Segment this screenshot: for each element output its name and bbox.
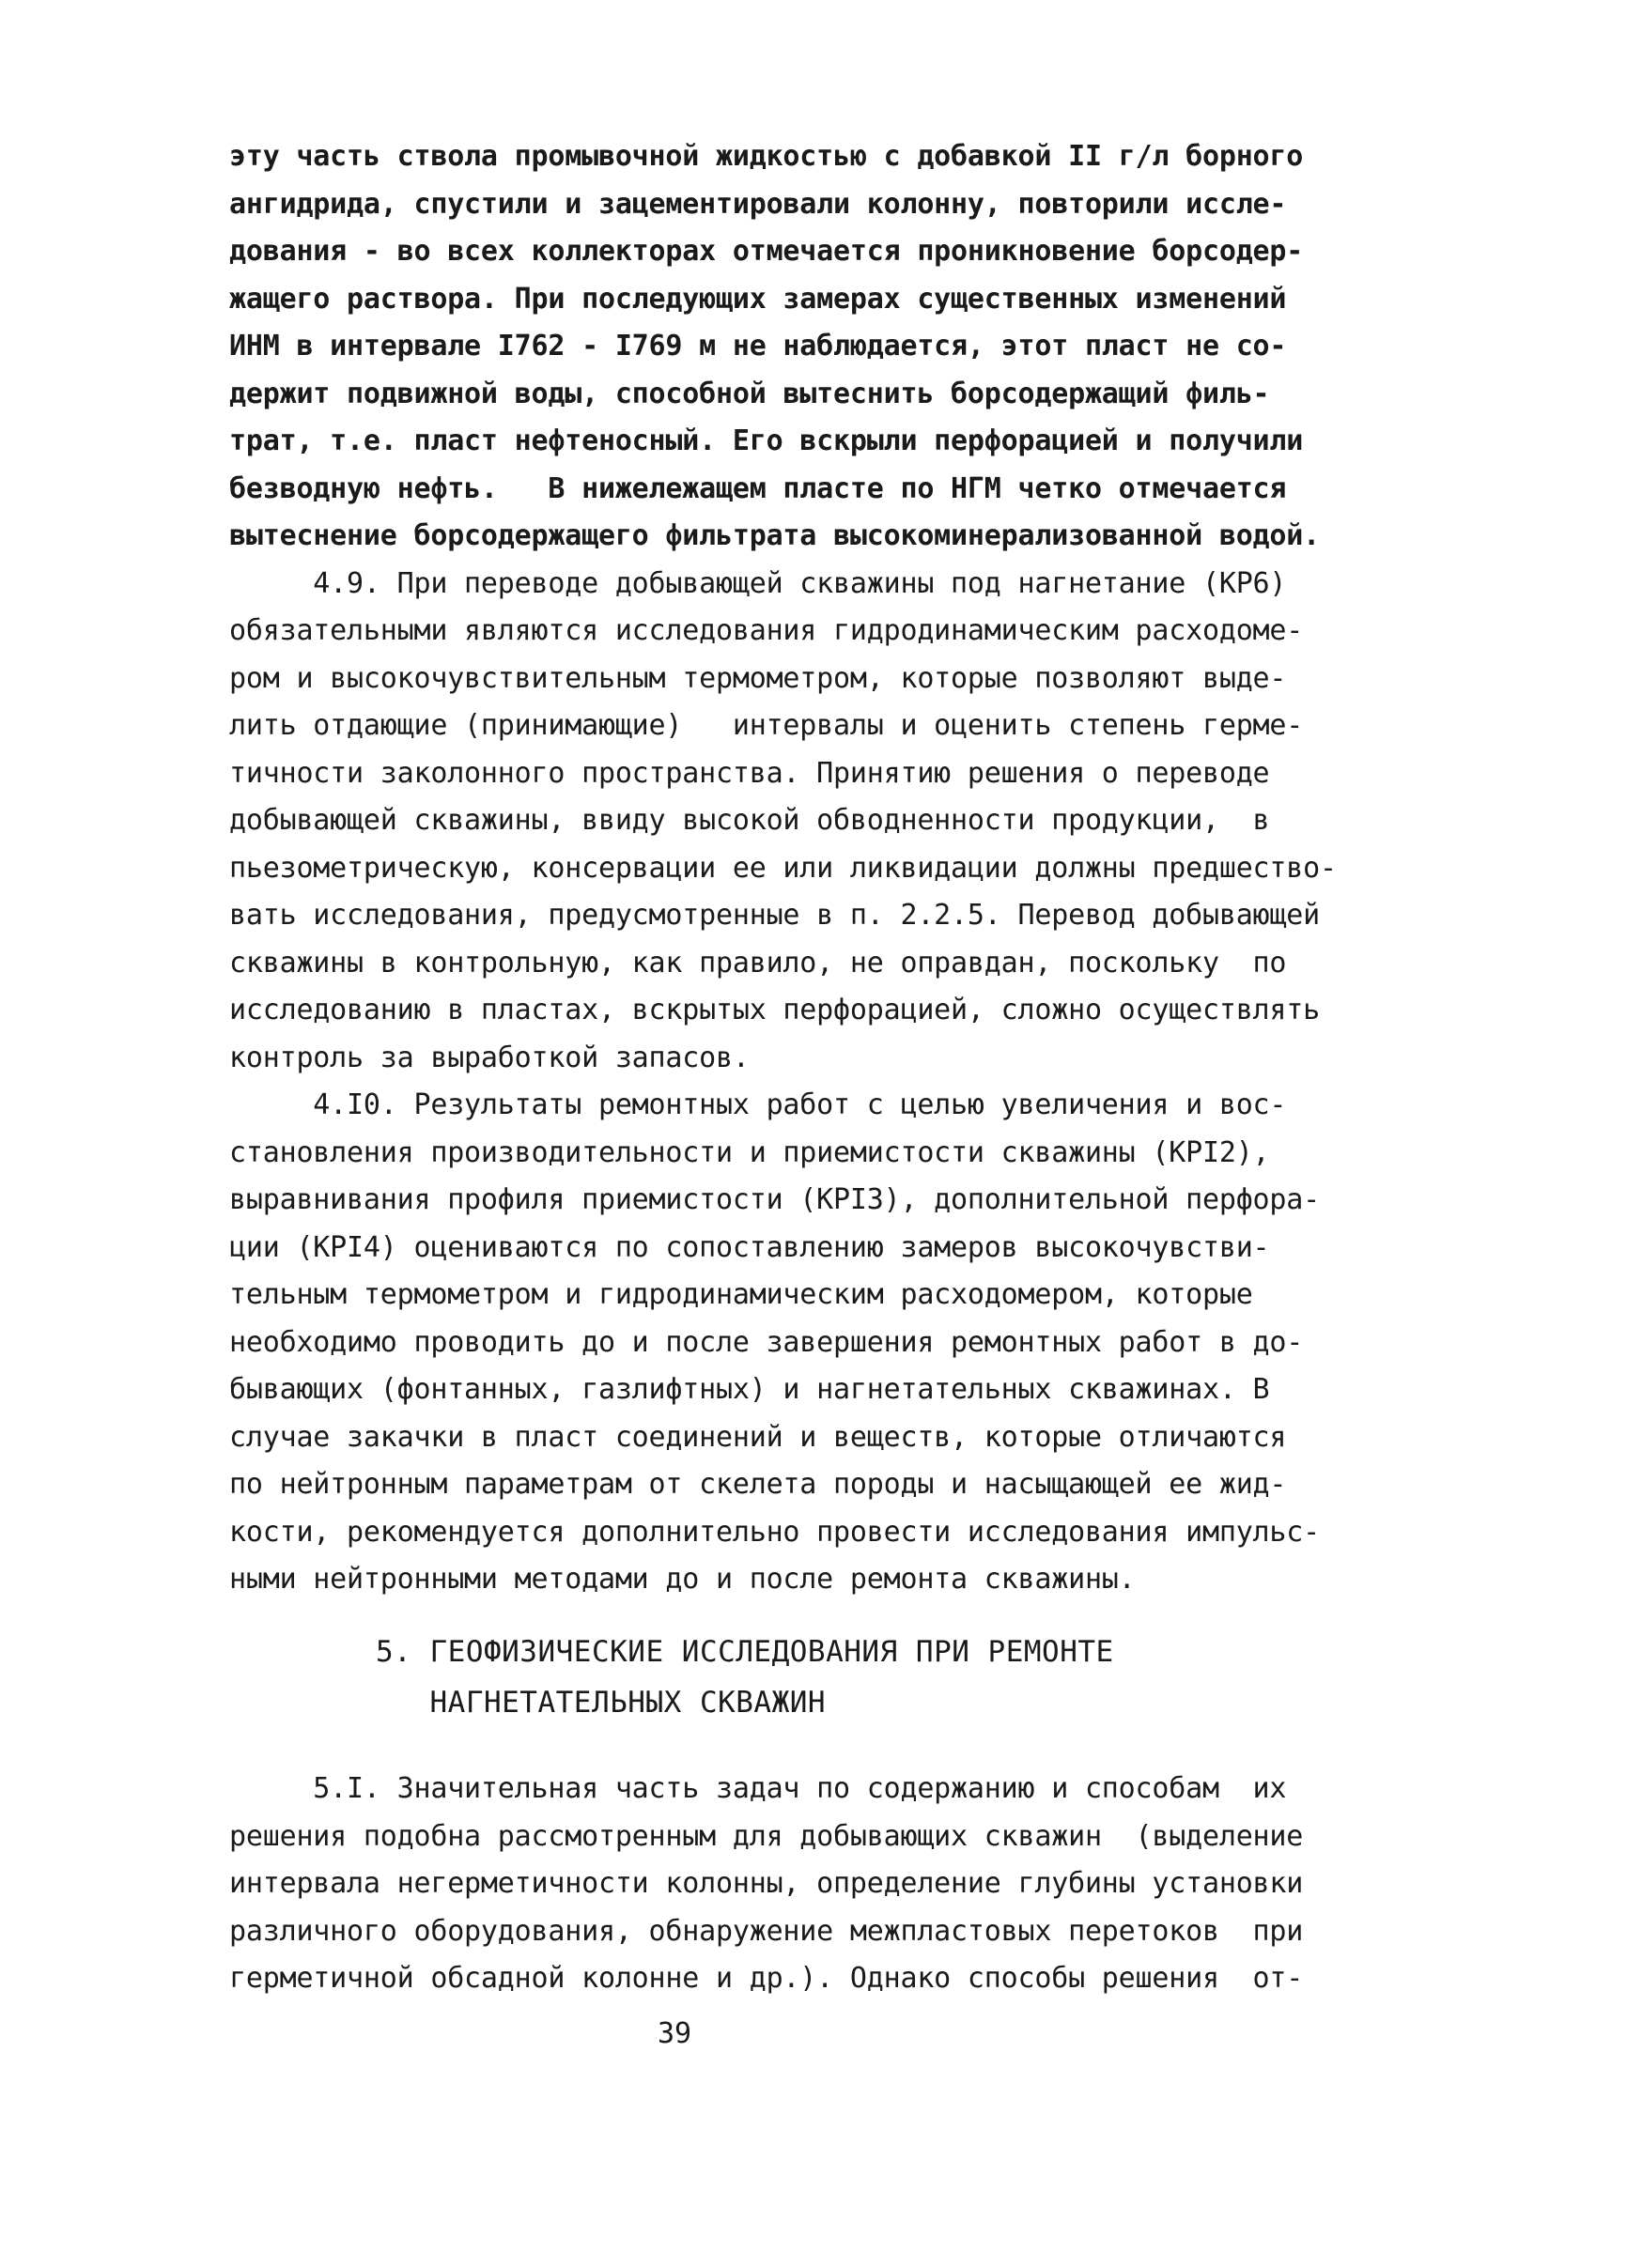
text-line: лить отдающие (принимающие) интервалы и оценить степень герме-: [229, 709, 1304, 742]
text-line: пьезометрическую, консервации ее или ликвидации должны предшество-: [229, 851, 1337, 885]
text-line: скважины в контрольную, как правило, не оправдан, поскольку по: [229, 946, 1287, 980]
text-line: НАГНЕТАТЕЛЬНЫХ СКВАЖИН: [376, 1686, 827, 1720]
text-line: 4.9. При переводе добывающей скважины под нагнетание (КР6): [229, 566, 1287, 600]
text-line: необходимо проводить до и после завершения ремонтных работ в до-: [229, 1325, 1304, 1359]
paragraph-continuation: [229, 133, 1497, 561]
text-line: эту часть ствола промывочной жидкостью с добавкой II г/л борного: [229, 140, 1304, 173]
page-number: 39: [658, 2017, 692, 2050]
text-line: становления производительности и приемистости скважины (КРI2),: [229, 1135, 1270, 1169]
text-line: контроль за выработкой запасов.: [229, 1041, 750, 1074]
text-line: ангидрида, спустили и зацементировали колонну, повторили иссле-: [229, 187, 1287, 221]
text-line: обязательными являются исследования гидродинамическим расходоме-: [229, 614, 1304, 647]
text-line: случае закачки в пласт соединений и веществ, которые отличаются: [229, 1420, 1287, 1454]
text-line: дования - во всех коллекторах отмечается проникновение борсодер-: [229, 235, 1304, 268]
text-line: по нейтронным параметрам от скелета породы и насыщающей ее жид-: [229, 1468, 1287, 1501]
text-line: кости, рекомендуется дополнительно провести исследования импульс-: [229, 1515, 1320, 1549]
text-line: держит подвижной воды, способной вытеснить борсодержащий филь-: [229, 377, 1270, 410]
paragraph-5-1: [229, 1766, 1497, 2003]
text-line: исследованию в пластах, вскрытых перфорацией, сложно осуществлять: [229, 994, 1320, 1026]
text-line: герметичной обсадной колонне и др.). Однако способы решения от-: [229, 1962, 1304, 1995]
text-line: жащего раствора. При последующих замерах существенных изменений: [229, 282, 1287, 316]
text-line: добывающей скважины, ввиду высокой обводненности продукции, в: [229, 804, 1270, 837]
text-line: 5.I. Значительная часть задач по содержанию и способам их: [229, 1772, 1287, 1805]
text-line: вытеснение борсодержащего фильтрата высокоминерализованной водой.: [229, 519, 1320, 552]
text-line: ИНМ в интервале I762 - I769 м не наблюдается, этот пласт не со-: [229, 330, 1287, 363]
text-line: тельным термометром и гидродинамическим расходомером, которые: [229, 1278, 1253, 1311]
text-line: вать исследования, предусмотренные в п. 2.2.5. Перевод добывающей: [229, 899, 1320, 932]
text-line: решения подобна рассмотренным для добывающих скважин (выделение: [229, 1819, 1304, 1853]
text-line: 4.I0. Результаты ремонтных работ с целью увеличения и вос-: [229, 1088, 1287, 1121]
text-line: тичности заколонного пространства. Принятию решения о переводе: [229, 756, 1270, 790]
text-line: различного оборудования, обнаружение межпластовых перетоков при: [229, 1914, 1304, 1948]
text-line: трат, т.е. пласт нефтеносный. Его вскрыли перфорацией и получили: [229, 424, 1304, 457]
paragraph-4-10: [229, 1082, 1497, 1604]
text-line: интервала негерметичности колонны, определение глубины установки: [229, 1867, 1304, 1900]
text-line: ции (КРI4) оцениваются по сопоставлению замеров высокочувстви-: [229, 1230, 1270, 1264]
text-line: 5. ГЕОФИЗИЧЕСКИЕ ИССЛЕДОВАНИЯ ПРИ РЕМОНТЕ: [376, 1635, 1114, 1669]
text-line: ными нейтронными методами до и после ремонта скважины.: [229, 1563, 1136, 1596]
text-line: бывающих (фонтанных, газлифтных) и нагнетательных скважинах. В: [229, 1373, 1270, 1406]
text-line: безводную нефть. В нижележащем пласте по НГМ четко отмечается: [229, 471, 1287, 505]
section-heading: [376, 1627, 1315, 1728]
text-line: выравнивания профиля приемистости (КРI3), дополнительной перфора-: [229, 1183, 1320, 1216]
text-line: ром и высокочувствительным термометром, которые позволяют выде-: [229, 661, 1287, 695]
paragraph-4-9: [229, 561, 1497, 1083]
